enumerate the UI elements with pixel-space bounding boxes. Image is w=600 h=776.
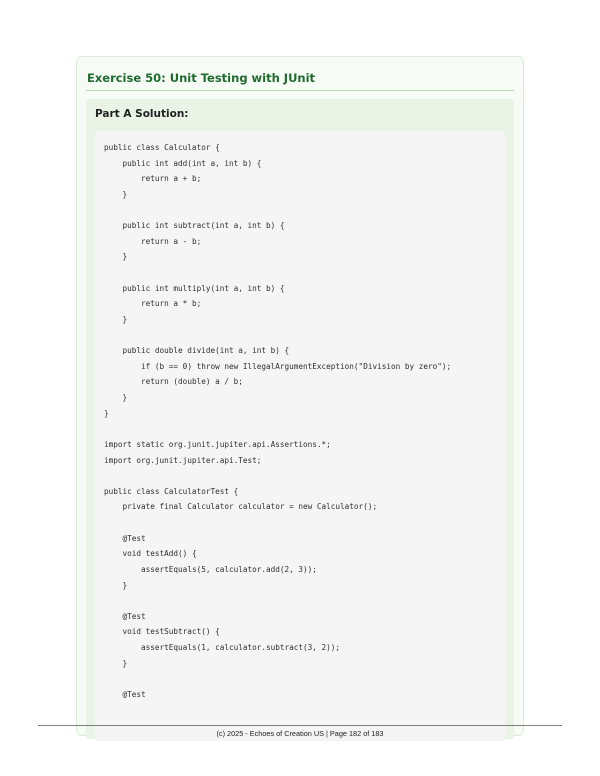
footer-divider: [38, 725, 562, 726]
part-a-solution-heading: Part A Solution:: [95, 108, 189, 120]
title-divider: [86, 90, 514, 91]
page-footer: (c) 2025 - Echoes of Creation US | Page 182 of 183: [216, 729, 384, 738]
code-block: [95, 131, 505, 741]
exercise-title: Exercise 50: Unit Testing with JUnit: [87, 71, 316, 85]
code-listing: public class Calculator { public int add(int a, int b) { return a + b; } public int subtract(int a, int b) { return a - b; } public int multiply(int a, int b) { return a * b; } public double divide(int a, int b) { if (b == 0) throw new IllegalArgumentException("Division by zero"); return (double) a / b; } } import static org.junit.jupiter.api.Assertions.*; import org.junit.jupiter.api.Test; public class CalculatorTest { private final Calculator calculator = new Calculator(); @Test void testAdd() { assertEquals(5, calculator.add(2, 3)); } @Test void testSubtract() { assertEquals(1, calculator.subtract(3, 2)); } @Test: [104, 143, 452, 699]
